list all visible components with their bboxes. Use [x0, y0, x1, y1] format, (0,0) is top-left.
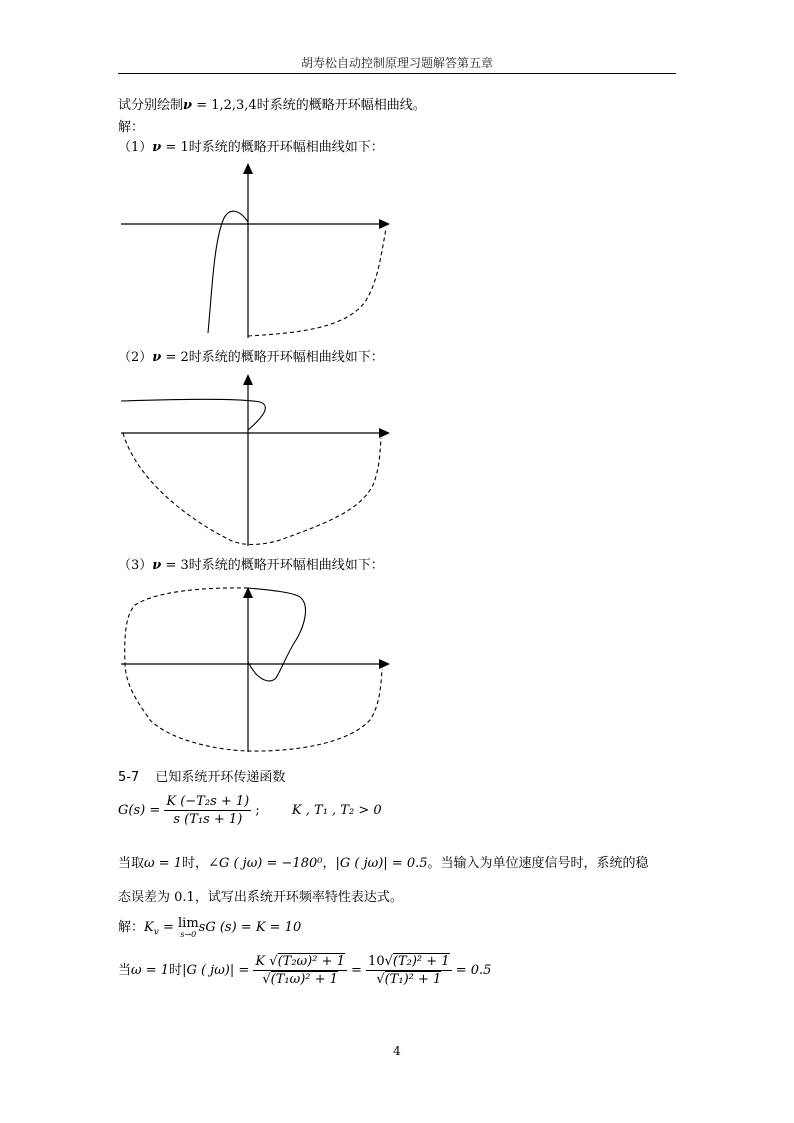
lim-subscript: s→0	[180, 930, 197, 939]
case-3-nu: ν	[152, 558, 162, 573]
case-3-text: 时系统的概略开环幅相曲线如下：	[188, 558, 384, 573]
fraction-1-denominator: √(T₁ω)² + 1	[262, 972, 338, 987]
case-2-eq: = 2	[165, 350, 189, 365]
equals-sign: =	[351, 963, 362, 978]
page-header: 胡寿松自动控制原理习题解答第五章	[300, 56, 493, 70]
mag-lhs: |G ( jω)| =	[182, 963, 250, 978]
omega-eq: ω = 1	[131, 963, 170, 978]
gs-numerator: K (−T₂s + 1)	[166, 794, 250, 809]
case-1-eq: = 1	[165, 140, 189, 155]
kv-subscript: v	[153, 927, 159, 938]
page-number: 4	[393, 1044, 401, 1058]
case-1-index: （1）	[118, 140, 153, 155]
line1-text-c: ，	[322, 856, 336, 871]
solution-label: 解：	[118, 120, 145, 135]
fraction-2	[366, 954, 452, 987]
fraction-1-numerator: K √(T₂ω)² + 1	[255, 954, 345, 969]
line2-value: 0.1	[174, 890, 195, 905]
answer-label: 解：	[118, 920, 145, 935]
fraction-1-den-radicand: (T₁ω)² + 1	[270, 972, 338, 987]
case-2-nu: ν	[152, 350, 162, 365]
intro-suffix: 时系统的概略开环幅相曲线。	[256, 98, 426, 113]
line1-text-d: 。当输入为单位速度信号时，系统的稳	[427, 856, 649, 871]
fraction-2-numerator: 10√(T₂)² + 1	[368, 954, 450, 969]
line2-text-a: 态误差为	[118, 890, 171, 905]
transfer-function	[118, 794, 382, 827]
problem-heading	[118, 766, 285, 785]
shi-text: 时	[169, 963, 183, 978]
plot-3-dashed-curve	[125, 588, 382, 751]
fraction-1	[253, 954, 346, 987]
case-2-text: 时系统的概略开环幅相曲线如下：	[188, 350, 384, 365]
fraction-2-den-radicand: (T₁)² + 1	[384, 972, 442, 987]
limit-expression	[178, 916, 199, 939]
gs-fraction	[164, 794, 251, 827]
fraction-2-num-coef: 10	[368, 954, 385, 969]
result-value: = 0.5	[455, 963, 492, 978]
fraction-1-num-radicand: (T₂ω)² + 1	[277, 954, 345, 969]
fraction-2-denominator: √(T₁)² + 1	[376, 972, 442, 987]
line1-omega: ω = 1	[144, 856, 183, 871]
case-2-index: （2）	[118, 350, 153, 365]
fraction-1-num-k: K	[255, 954, 266, 969]
when-text: 当	[118, 963, 132, 978]
line1-magnitude: |G ( jω)| = 0.5	[335, 856, 428, 871]
fraction-2-num-radicand: (T₂)² + 1	[392, 954, 450, 969]
intro-prefix: 试分别绘制	[118, 98, 184, 113]
kv-symbol: K	[144, 920, 154, 935]
case-3-eq: = 3	[165, 558, 189, 573]
intro-nu: ν	[183, 98, 193, 113]
plot-3-solid-curve	[248, 588, 306, 681]
gs-condition: K , T₁ , T₂ > 0	[291, 803, 382, 818]
problem-line-2	[118, 890, 403, 906]
gs-separator: ;	[255, 803, 260, 818]
problem-line-1	[118, 856, 649, 872]
line1-text-a: 当取	[118, 856, 145, 871]
problem-statement: 已知系统开环传递函数	[155, 770, 286, 785]
gs-denominator: s (T₁s + 1)	[173, 812, 243, 827]
case-1-text: 时系统的概略开环幅相曲线如下：	[188, 140, 384, 155]
kv-rest: sG (s) = K = 10	[198, 920, 302, 935]
lim-word: lim	[178, 916, 199, 931]
plot-3-real-arrow	[379, 659, 390, 669]
line1-angle: ∠G ( jω) = −180⁰	[208, 856, 323, 871]
line1-text-b: 时，	[182, 856, 209, 871]
gs-lhs: G(s) =	[118, 803, 161, 818]
answer-magnitude-line	[118, 954, 491, 987]
case-3-index: （3）	[118, 558, 153, 573]
problem-number: 5-7	[118, 770, 140, 785]
answer-kv-line: 解：$K_v$ = lim s→0 sG (s) = K = 10	[118, 916, 302, 939]
line2-text-b: ，试写出系统开环频率特性表达式。	[194, 890, 403, 905]
case-1-nu: ν	[152, 140, 162, 155]
intro-eq: = 1,2,3,4	[196, 98, 257, 113]
